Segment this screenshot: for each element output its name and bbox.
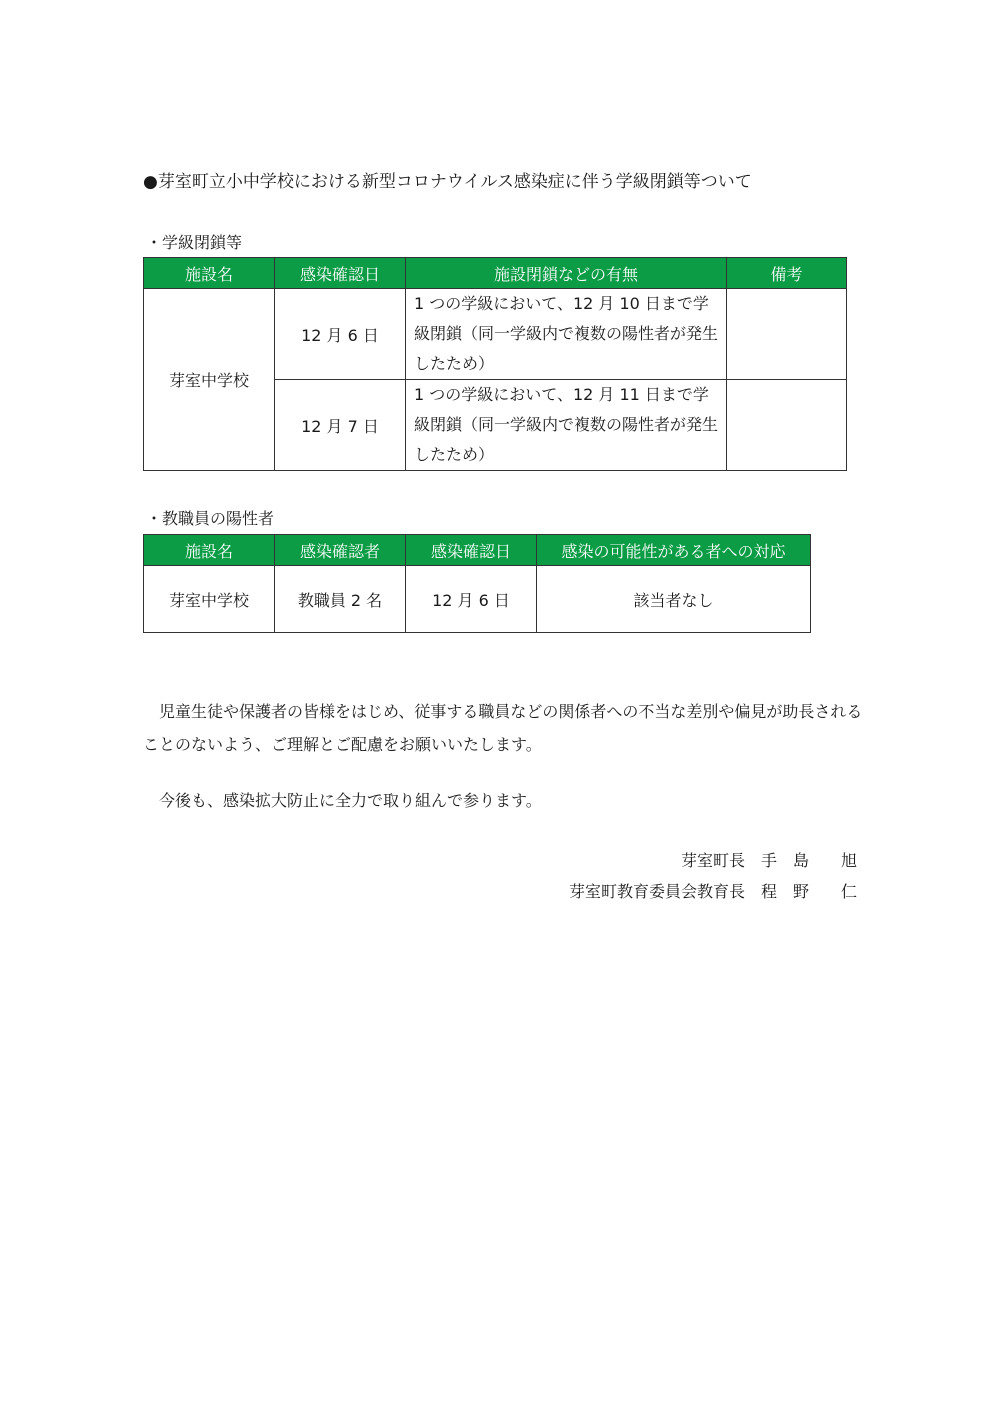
document-title: ●芽室町立小中学校における新型コロナウイルス感染症に伴う学級閉鎖等ついて bbox=[143, 172, 752, 192]
response-cell: 該当者なし bbox=[537, 566, 811, 633]
table-row bbox=[144, 566, 811, 633]
header-confirm-date: 感染確認日 bbox=[275, 258, 406, 289]
staff-positive-table bbox=[143, 534, 811, 633]
closure-cell: 1 つの学級において、12 月 11 日まで学級閉鎖（同一学級内で複数の陽性者が発生したため） bbox=[406, 380, 727, 471]
remarks-cell bbox=[727, 289, 847, 380]
date-cell: 12 月 7 日 bbox=[275, 380, 406, 471]
header-confirm-date: 感染確認日 bbox=[406, 535, 537, 566]
facility-cell: 芽室中学校 bbox=[144, 566, 275, 633]
header-confirmed-persons: 感染確認者 bbox=[275, 535, 406, 566]
table-row bbox=[144, 289, 847, 380]
paragraph-commitment: 今後も、感染拡大防止に全力で取り組んで参ります。 bbox=[143, 791, 542, 810]
date-cell: 12 月 6 日 bbox=[275, 289, 406, 380]
paragraph-request: 児童生徒や保護者の皆様をはじめ、従事する職員などの関係者への不当な差別や偏見が助長されることのないよう、ご理解とご配慮をお願いいたします。 bbox=[143, 702, 863, 754]
table-header-row bbox=[144, 258, 847, 289]
remarks-cell bbox=[727, 380, 847, 471]
header-facility: 施設名 bbox=[144, 258, 275, 289]
signature-superintendent: 芽室町教育委員会教育長 程 野 仁 bbox=[568, 882, 857, 901]
section-label-class-closure: ・学級閉鎖等 bbox=[146, 233, 243, 252]
table-header-row bbox=[144, 535, 811, 566]
signature-mayor: 芽室町長 手 島 旭 bbox=[680, 851, 857, 870]
date-cell: 12 月 6 日 bbox=[406, 566, 537, 633]
header-remarks: 備考 bbox=[727, 258, 847, 289]
header-response: 感染の可能性がある者への対応 bbox=[537, 535, 811, 566]
closure-cell: 1 つの学級において、12 月 10 日まで学級閉鎖（同一学級内で複数の陽性者が発生したため） bbox=[406, 289, 727, 380]
section-label-staff-positive: ・教職員の陽性者 bbox=[146, 509, 275, 528]
class-closure-table bbox=[143, 257, 847, 471]
facility-cell: 芽室中学校 bbox=[144, 289, 275, 471]
header-facility: 施設名 bbox=[144, 535, 275, 566]
header-closure: 施設閉鎖などの有無 bbox=[406, 258, 727, 289]
persons-cell: 教職員 2 名 bbox=[275, 566, 406, 633]
